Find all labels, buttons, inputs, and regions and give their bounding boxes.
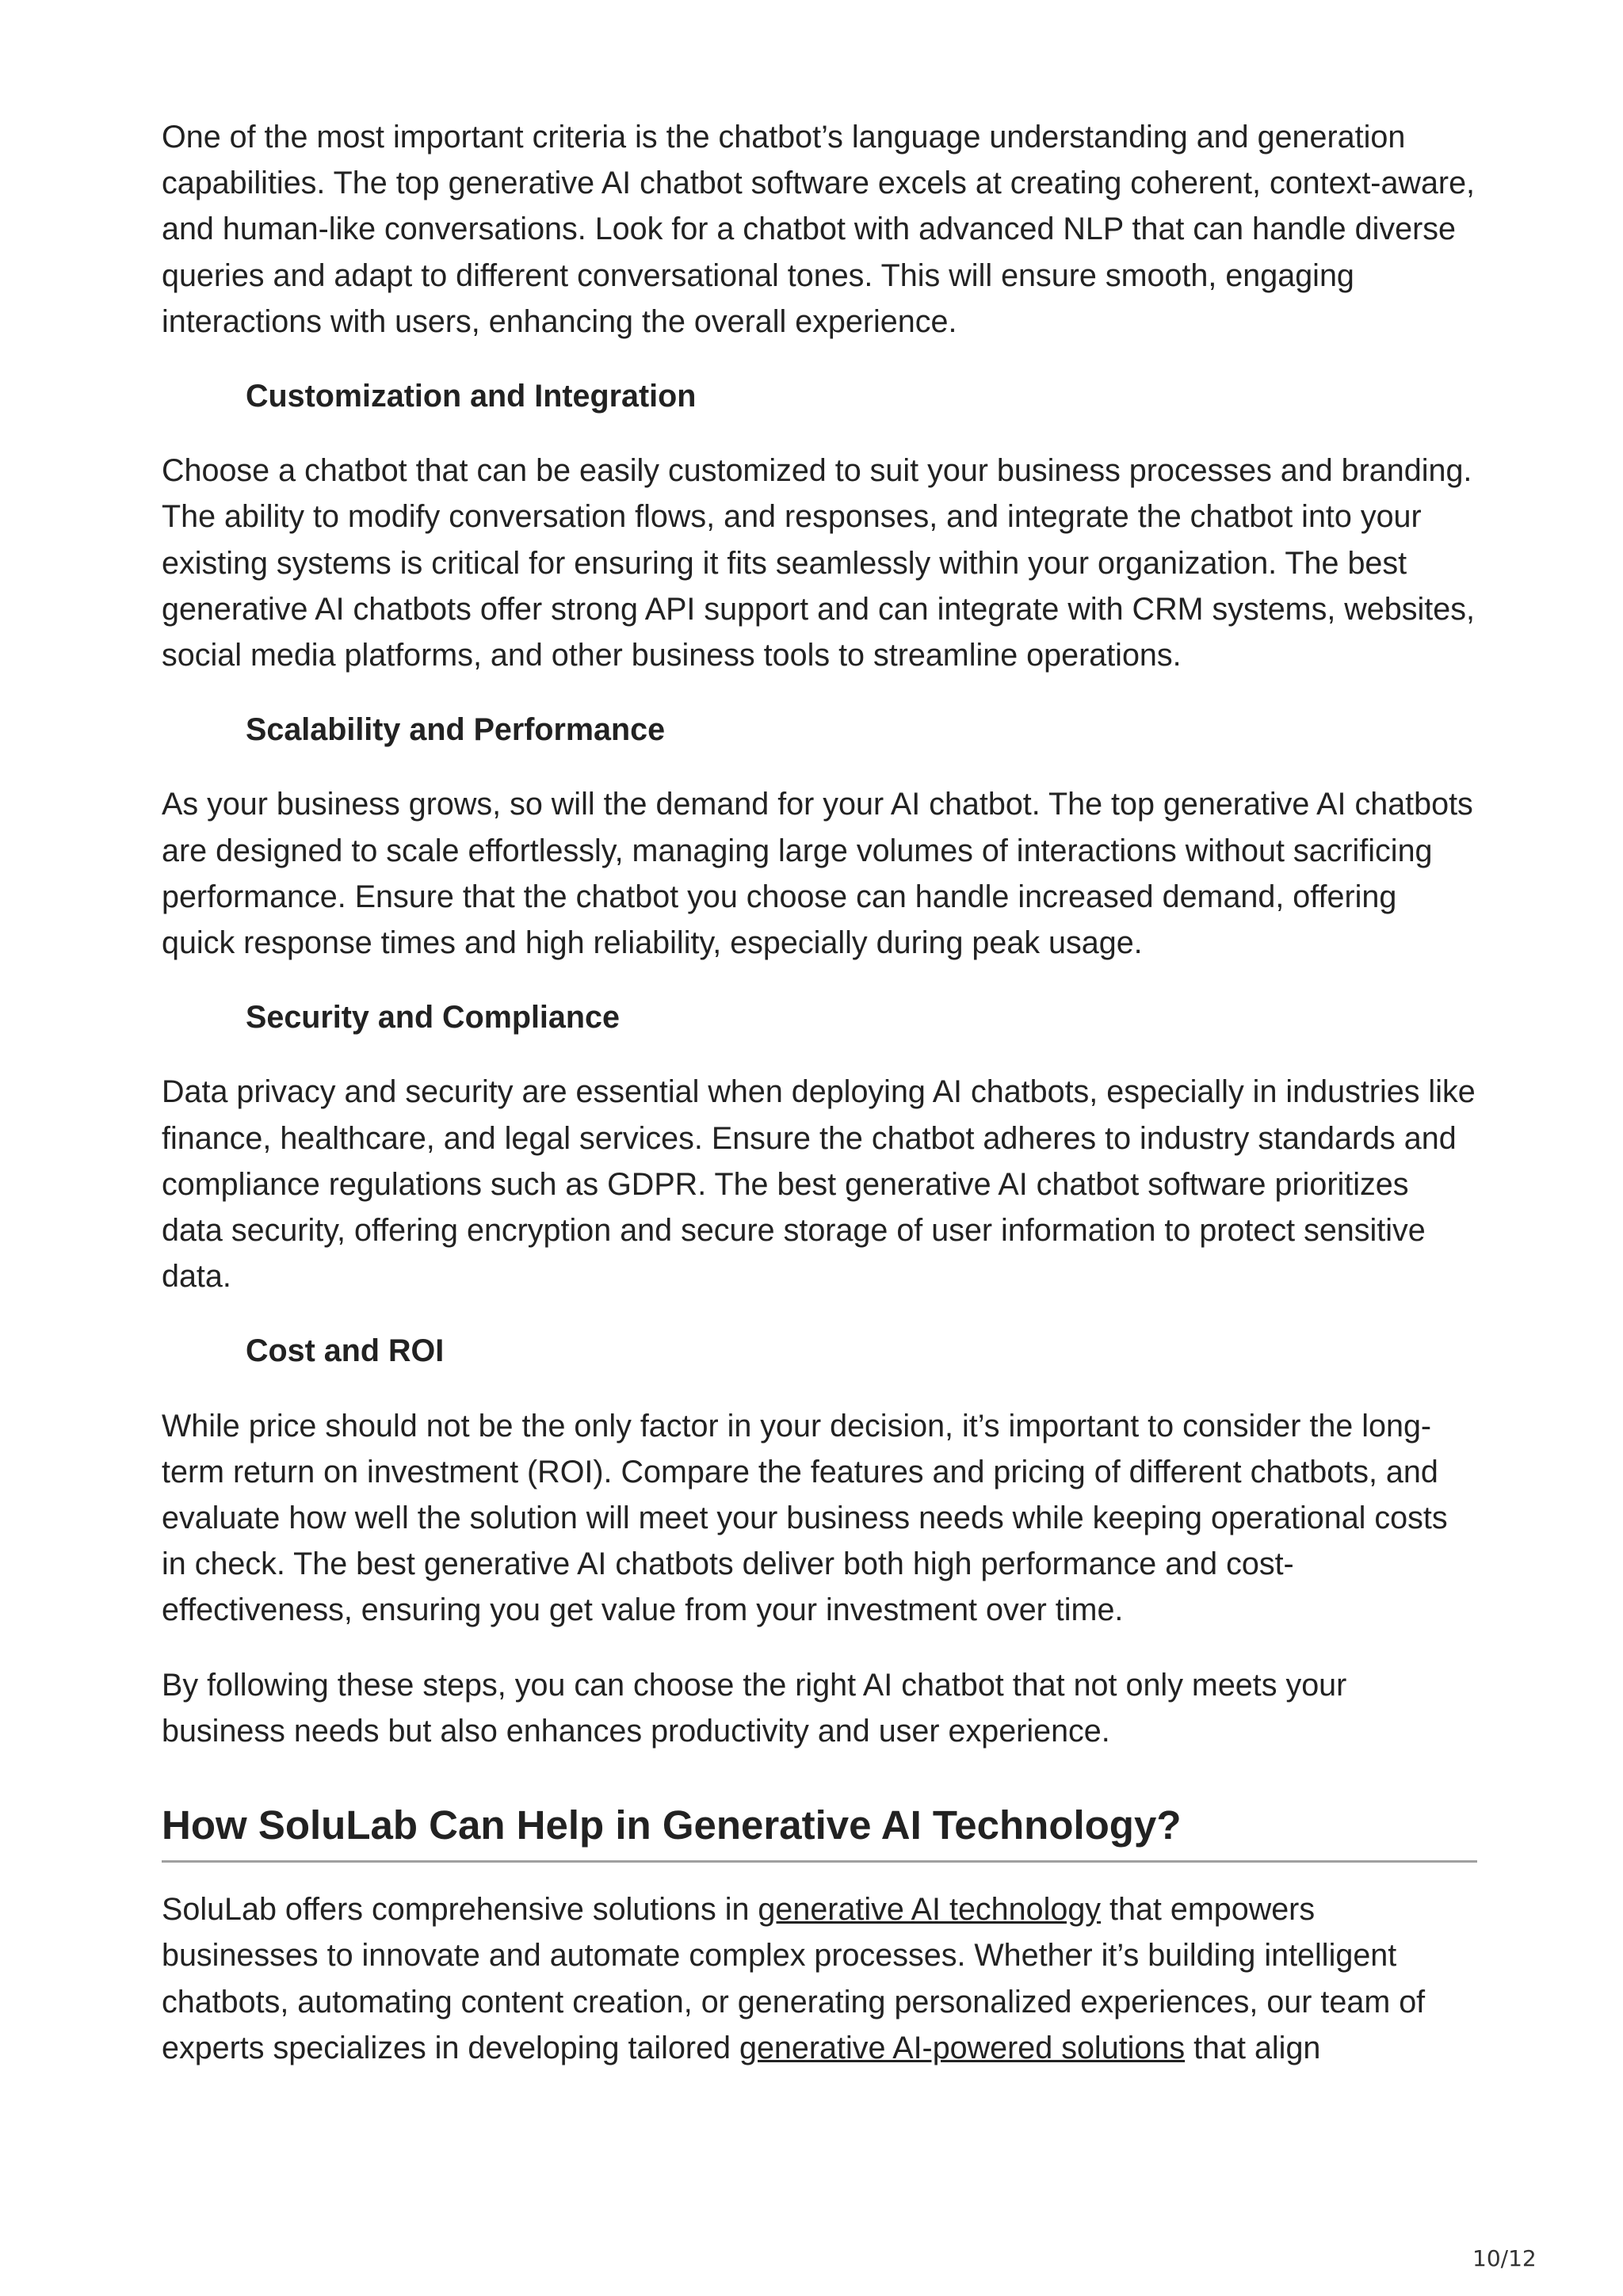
solulab-text-1: SoluLab offers comprehensive solutions in: [162, 1892, 758, 1928]
solulab-text-2: that empowers businesses to innovate and automate complex processes. Whether it’s building intelligent chatbots, automating content creation, or generating personalized experiences, our team of experts specializes in developing tailored: [162, 1892, 1426, 2065]
subheading-scalability: Scalability and Performance: [246, 712, 666, 748]
generative-ai-solutions-link[interactable]: generative AI-powered solutions: [739, 2030, 1186, 2065]
paragraph-conclusion: By following these steps, you can choose the right AI chatbot that not only meets your business needs but also enhances productivity and user experience.: [162, 1667, 1347, 1749]
paragraph-cost: While price should not be the only factor in your decision, it’s important to consider the long-term return on investment (ROI). Compare the features and pricing of different chatbots, and evaluate how well the solution will meet your business needs while keeping operational costs in check. The best generative AI chatbots deliver both high performance and cost-effectiveness, ensuring you get value from your investment over time.: [162, 1408, 1448, 1628]
page-number: 10/12: [1472, 2245, 1537, 2271]
solulab-text-3: that align: [1185, 2030, 1321, 2065]
paragraph-security: Data privacy and security are essential when deploying AI chatbots, especially in industries like finance, healthcare, and legal services. Ensure the chatbot adheres to industry standards and compliance regulations such as GDPR. The best generative AI chatbot software prioritizes data security, offering encryption and secure storage of user information to protect sensitive data.: [162, 1074, 1476, 1295]
subheading-security: Security and Compliance: [246, 1000, 620, 1035]
generative-ai-technology-link[interactable]: generative AI technology: [758, 1892, 1102, 1928]
subheading-cost: Cost and ROI: [246, 1333, 445, 1369]
paragraph-language-understanding: One of the most important criteria is the chatbot’s language understanding and generation capabilities. The top generative AI chatbot software excels at creating coherent, context-aware, and human-like conversations. Look for a chatbot with advanced NLP that can handle diverse queries and adapt to different conversational tones. This will ensure smooth, engaging interactions with users, enhancing the overall experience.: [162, 120, 1476, 339]
article-content: [162, 114, 1477, 2100]
paragraph-solulab: [162, 1886, 1477, 2071]
paragraph-customization: Choose a chatbot that can be easily customized to suit your business processes and branding. The ability to modify conversation flows, and responses, and integrate the chatbot into your existing systems is critical for ensuring it fits seamlessly within your organization. The best generative AI chatbots offer strong API support and can integrate with CRM systems, websites, social media platforms, and other business tools to streamline operations.: [162, 453, 1475, 673]
subheading-customization: Customization and Integration: [246, 379, 697, 414]
section-title-solulab: How SoluLab Can Help in Generative AI Technology?: [162, 1802, 1477, 1863]
paragraph-scalability: As your business grows, so will the demand for your AI chatbot. The top generative AI chatbots are designed to scale effortlessly, managing large volumes of interactions without sacrificing performance. Ensure that the chatbot you choose can handle increased demand, offering quick response times and high reliability, especially during peak usage.: [162, 787, 1473, 961]
